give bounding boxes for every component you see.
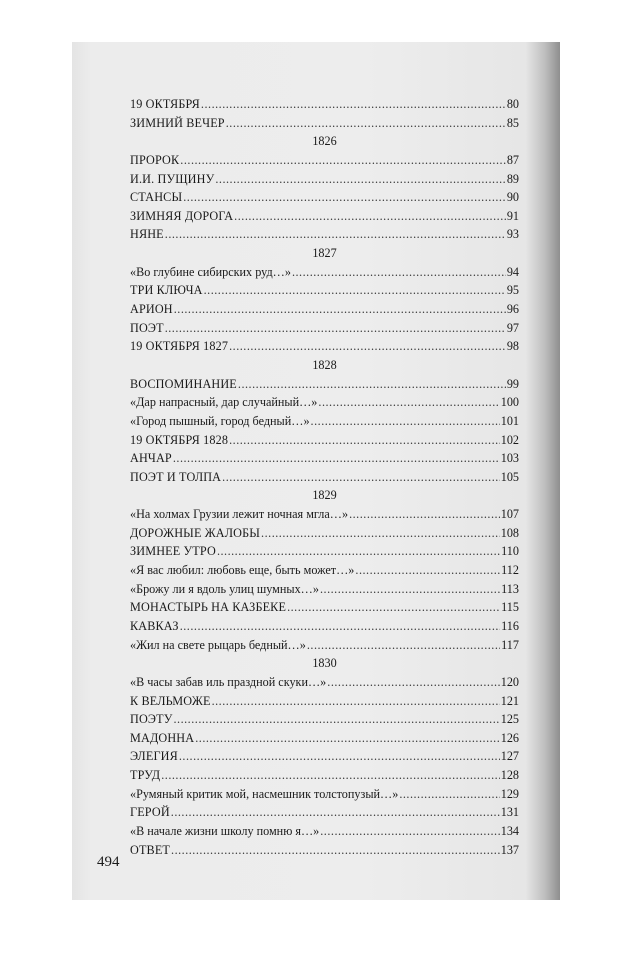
toc-entry-title: ТРИ КЛЮЧА: [130, 283, 203, 298]
toc-entry-page: 98: [506, 339, 519, 354]
toc-entry: [130, 803, 519, 822]
toc-entry-page: 125: [500, 712, 519, 727]
toc-entry: [130, 542, 519, 561]
dot-leader: [238, 375, 506, 394]
dot-leader: [311, 412, 500, 431]
toc-entry-page: 113: [501, 581, 519, 596]
toc-entry-page: 112: [501, 563, 519, 578]
year-heading: 1827: [312, 246, 337, 261]
toc-entry-page: 89: [506, 171, 519, 186]
dot-leader: [180, 151, 506, 170]
dot-leader: [399, 785, 499, 804]
dot-leader: [174, 300, 506, 319]
toc-entry: [130, 766, 519, 785]
toc-entry-title: ПОЭТ: [130, 320, 164, 335]
toc-entry-title: НЯНЕ: [130, 227, 164, 242]
toc-entry-title: ПОЭТ И ТОЛПА: [130, 469, 222, 484]
dot-leader: [327, 673, 499, 692]
dot-leader: [261, 524, 500, 543]
dot-leader: [355, 561, 500, 580]
toc-entry: [130, 375, 519, 394]
toc-entry: [130, 468, 519, 487]
toc-entry-title: АРИОН: [130, 302, 173, 317]
toc-entry-title: КАВКАЗ: [130, 618, 179, 633]
year-heading: 1830: [312, 656, 337, 671]
toc-entry-title: ЭЛЕГИЯ: [130, 749, 178, 764]
dot-leader: [307, 636, 500, 655]
dot-leader: [195, 729, 500, 748]
toc-entry: [130, 598, 519, 617]
dot-leader: [161, 766, 499, 785]
toc-entry: [130, 673, 519, 692]
toc-entry: [130, 841, 519, 860]
toc-entry-page: 95: [506, 283, 519, 298]
dot-leader: [165, 319, 506, 338]
toc-entry: [130, 114, 519, 133]
toc-entry-page: 103: [500, 451, 519, 466]
toc-entry-title: «В часы забав иль праздной скуки…»: [130, 674, 327, 689]
toc-entry: [130, 263, 519, 282]
toc-entry-title: «Я вас любил: любовь еще, быть может…»: [130, 563, 355, 578]
toc-entry-title: К ВЕЛЬМОЖЕ: [130, 693, 211, 708]
toc-entry: [130, 319, 519, 338]
toc-entry: [130, 636, 519, 655]
toc-entry: [130, 225, 519, 244]
toc-entry: [130, 337, 519, 356]
toc-entry-title: ВОСПОМИНАНИЕ: [130, 376, 237, 391]
toc-entry-title: ПРОРОК: [130, 152, 180, 167]
dot-leader: [201, 95, 506, 114]
toc-entry-page: 129: [500, 786, 519, 801]
toc-entry-page: 115: [501, 600, 519, 615]
toc-entry-title: ТРУД: [130, 768, 161, 783]
dot-leader: [349, 505, 500, 524]
toc-entry: [130, 95, 519, 114]
toc-entry-page: 91: [506, 208, 519, 223]
dot-leader: [179, 747, 500, 766]
toc-entry-page: 117: [501, 637, 519, 652]
toc-entry-page: 85: [506, 115, 519, 130]
toc-entry-page: 99: [506, 376, 519, 391]
dot-leader: [287, 598, 500, 617]
toc-entry: [130, 449, 519, 468]
toc-entry-page: 101: [500, 413, 519, 428]
toc-entry-title: ЗИМНЯЯ ДОРОГА: [130, 208, 234, 223]
toc-entry-page: 100: [500, 395, 519, 410]
toc-entry-page: 80: [506, 97, 519, 111]
dot-leader: [226, 114, 506, 133]
toc-entry-page: 134: [500, 823, 519, 838]
book-page: [72, 42, 560, 900]
dot-leader: [222, 468, 500, 487]
toc-entry: [130, 431, 519, 450]
toc-entry-page: 137: [500, 842, 519, 857]
toc-entry-page: 96: [506, 302, 519, 317]
toc-entry-page: 90: [506, 190, 519, 205]
toc-entry: [130, 151, 519, 170]
toc-entry: [130, 580, 519, 599]
toc-entry-title: ГЕРОЙ: [130, 805, 170, 820]
year-heading: 1828: [312, 357, 337, 372]
toc-entry: [130, 207, 519, 226]
toc-entry: [130, 617, 519, 636]
year-heading: 1829: [312, 488, 337, 503]
toc-entry-title: «Жил на свете рыцарь бедный…»: [130, 637, 306, 652]
toc-entry-title: ЗИМНИЙ ВЕЧЕР: [130, 115, 225, 130]
toc-entry-page: 105: [500, 469, 519, 484]
toc-entry-page: 94: [506, 264, 519, 279]
toc-entry: [130, 822, 519, 841]
toc-entry-title: МОНАСТЫРЬ НА КАЗБЕКЕ: [130, 600, 287, 615]
toc-entry-title: «Дар напрасный, дар случайный…»: [130, 395, 318, 410]
toc-entry-page: 120: [500, 674, 519, 689]
toc-entry-title: 19 ОКТЯБРЯ 1827: [130, 339, 229, 354]
dot-leader: [229, 337, 506, 356]
dot-leader: [217, 542, 500, 561]
dot-leader: [229, 431, 500, 450]
toc-entry-title: 19 ОКТЯБРЯ 1828: [130, 432, 229, 447]
toc-entry: [130, 412, 519, 431]
toc-entry-title: «Во глубине сибирских руд…»: [130, 264, 291, 279]
dot-leader: [204, 281, 506, 300]
toc-entry: [130, 785, 519, 804]
dot-leader: [320, 580, 500, 599]
toc-entry: [130, 393, 519, 412]
toc-entry: [130, 710, 519, 729]
dot-leader: [171, 803, 500, 822]
toc-entry: [130, 281, 519, 300]
dot-leader: [180, 617, 500, 636]
toc-entry-title: «Город пышный, город бедный…»: [130, 413, 310, 428]
toc-entry-page: 128: [500, 768, 519, 783]
dot-leader: [215, 170, 505, 189]
toc-entry: [130, 170, 519, 189]
toc-entry-page: 127: [500, 749, 519, 764]
toc-entry-page: 126: [500, 730, 519, 745]
toc-entry-title: «Брожу ли я вдоль улиц шумных…»: [130, 581, 319, 596]
toc-entry: [130, 747, 519, 766]
dot-leader: [212, 692, 500, 711]
toc-entry-title: АНЧАР: [130, 451, 172, 466]
toc-entry-page: 102: [500, 432, 519, 447]
toc-entry-title: «Румяный критик мой, насмешник толстопузый…»: [130, 786, 399, 801]
toc-entry: [130, 300, 519, 319]
dot-leader: [173, 710, 499, 729]
year-heading: 1826: [312, 134, 337, 149]
toc-entry-title: «В начале жизни школу помню я…»: [130, 823, 320, 838]
toc-entry: [130, 505, 519, 524]
toc-entry-page: 97: [506, 320, 519, 335]
dot-leader: [292, 263, 506, 282]
toc-entry: [130, 561, 519, 580]
dot-leader: [320, 822, 499, 841]
toc-entry-title: ОТВЕТ: [130, 842, 171, 857]
toc-entry-page: 107: [500, 507, 519, 522]
toc-entry-page: 131: [500, 805, 519, 820]
dot-leader: [173, 449, 500, 468]
toc-entry-title: «На холмах Грузии лежит ночная мгла…»: [130, 507, 349, 522]
dot-leader: [234, 207, 506, 226]
dot-leader: [171, 841, 500, 860]
toc-entry-page: 116: [501, 618, 519, 633]
toc-entry-page: 108: [500, 525, 519, 540]
page-number: 494: [97, 854, 120, 870]
toc-entry-title: ЗИМНЕЕ УТРО: [130, 544, 216, 559]
toc-entry: [130, 188, 519, 207]
toc-entry-title: СТАНСЫ: [130, 190, 183, 205]
dot-leader: [183, 188, 506, 207]
dot-leader: [318, 393, 499, 412]
toc-entry-page: 93: [506, 227, 519, 242]
toc-entry: [130, 524, 519, 543]
toc-entry-title: И.И. ПУЩИНУ: [130, 171, 215, 186]
toc-entry-title: 19 ОКТЯБРЯ: [130, 97, 200, 111]
toc-entry-title: МАДОННА: [130, 730, 195, 745]
toc-entry: [130, 729, 519, 748]
toc-entry-page: 87: [506, 152, 519, 167]
toc-entry: [130, 692, 519, 711]
toc-entry-page: 121: [500, 693, 519, 708]
toc-entry-title: ДОРОЖНЫЕ ЖАЛОБЫ: [130, 525, 261, 540]
toc-entry-title: ПОЭТУ: [130, 712, 173, 727]
table-of-contents: [130, 95, 519, 859]
dot-leader: [165, 225, 506, 244]
toc-entry-page: 110: [501, 544, 519, 559]
